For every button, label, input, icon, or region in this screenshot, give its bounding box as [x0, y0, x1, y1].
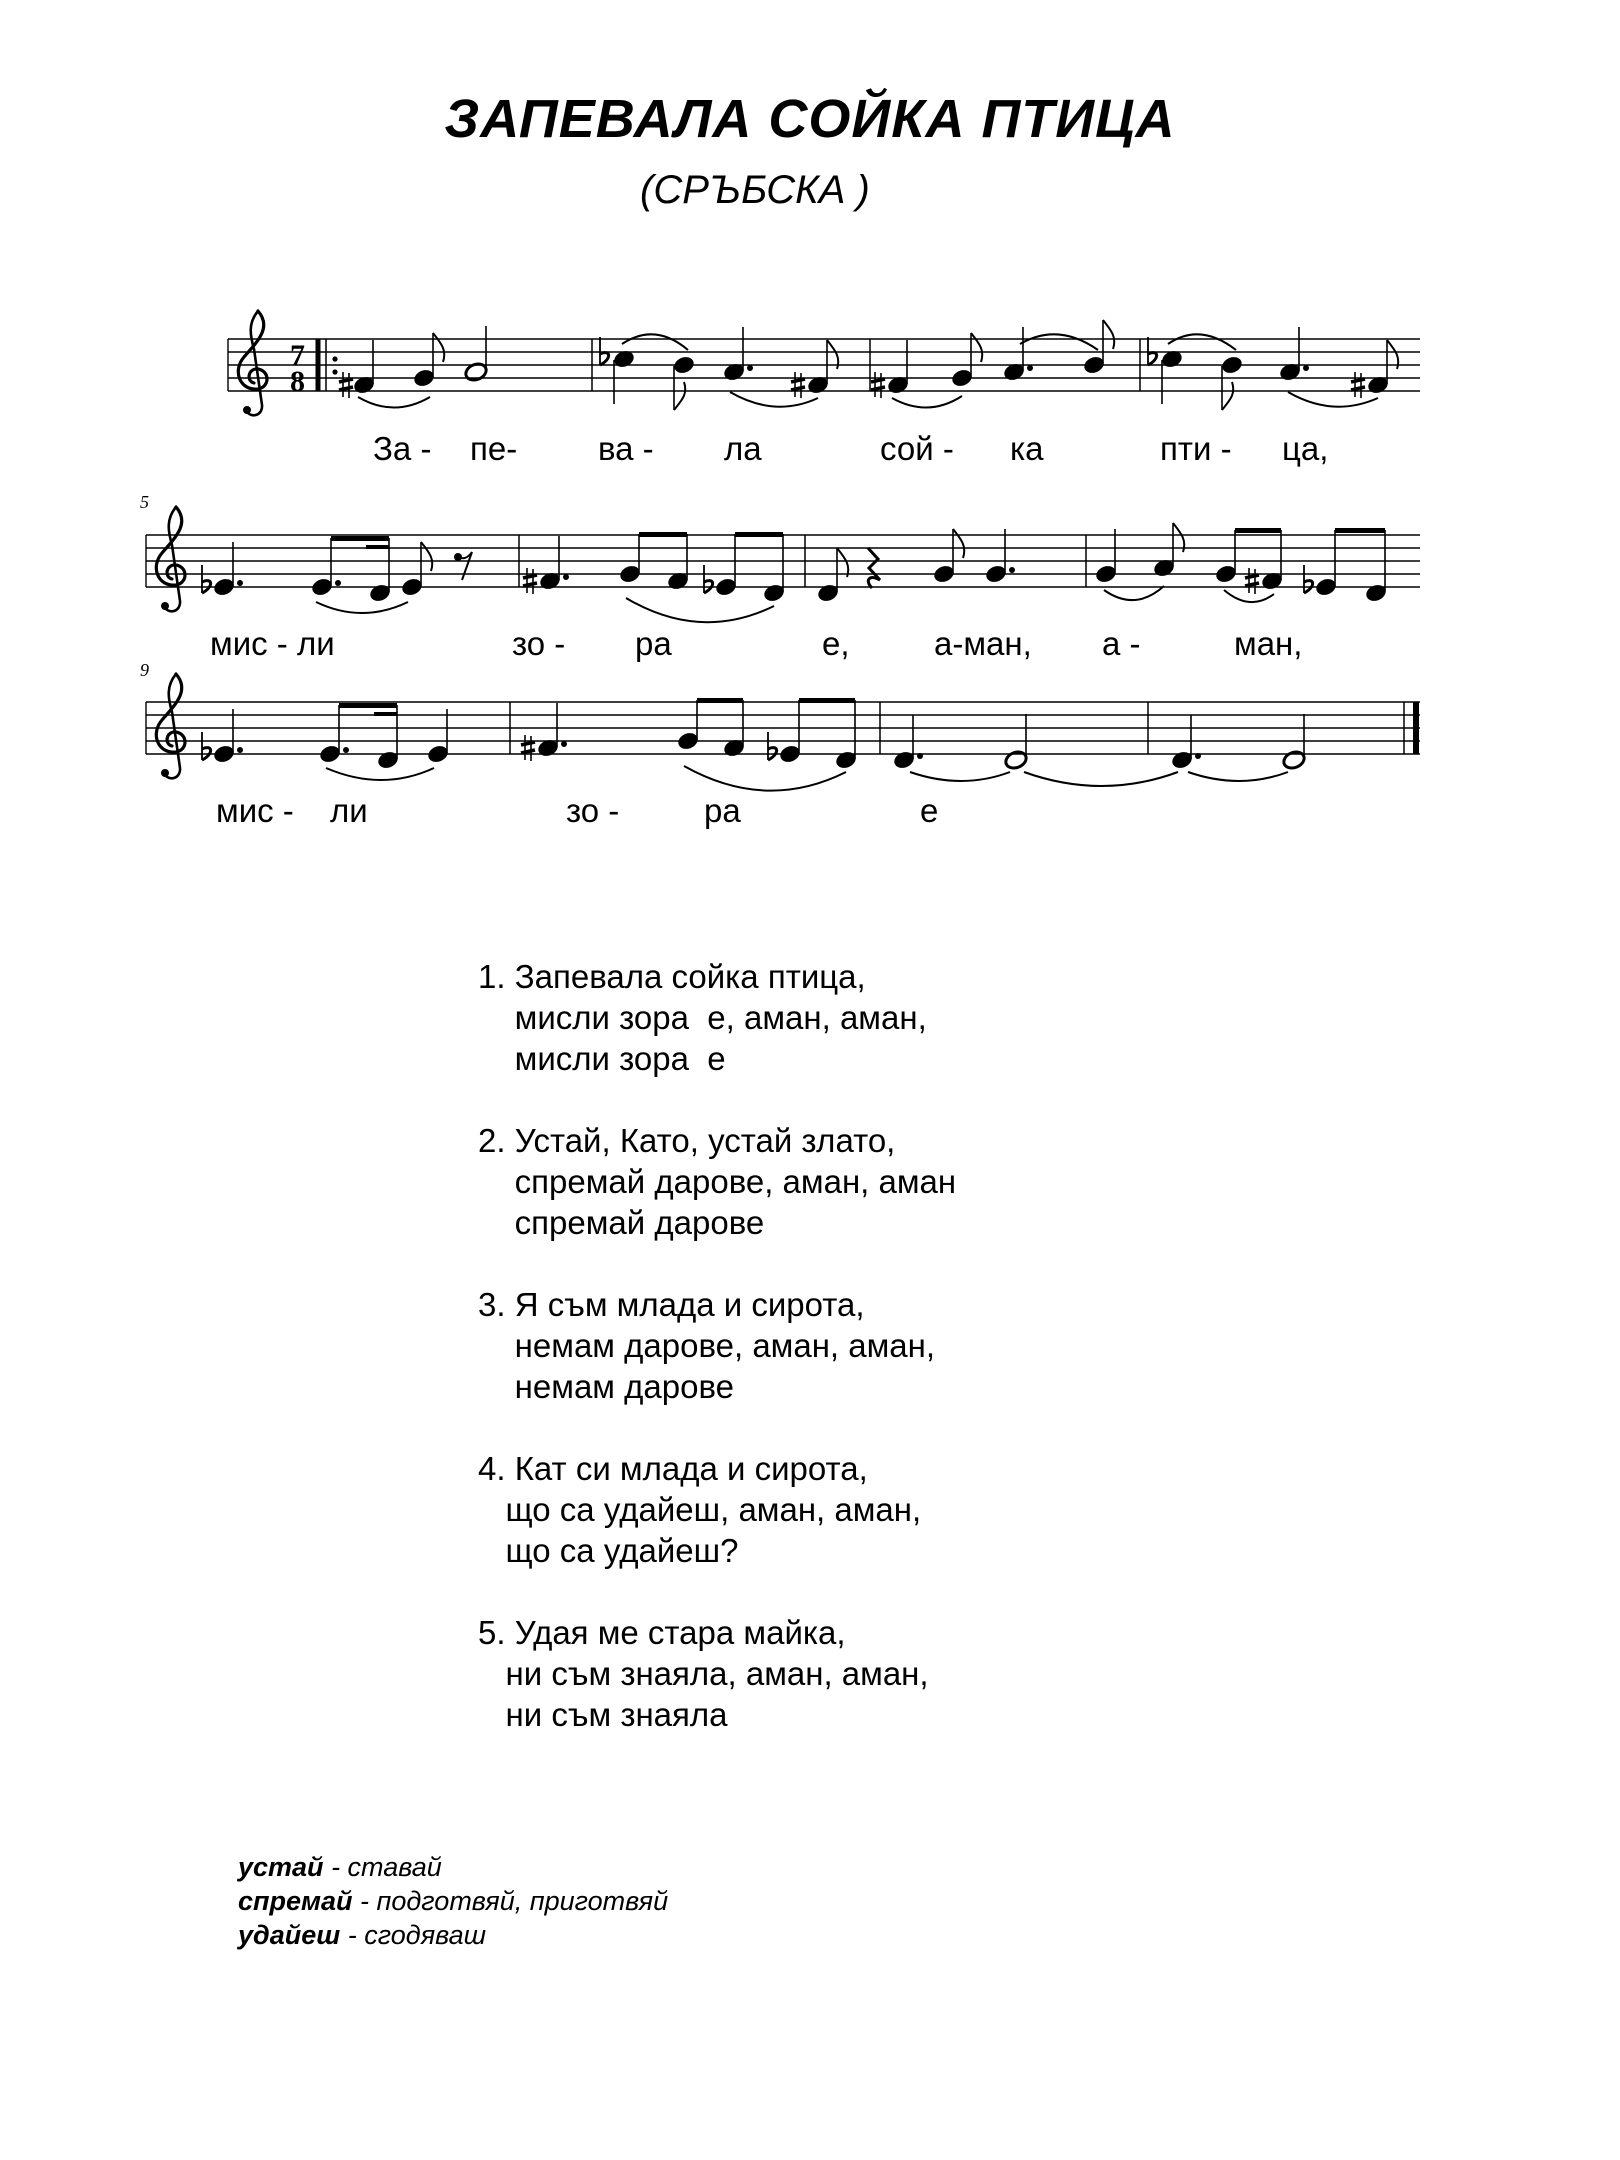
lyric-syllable: ка [1010, 430, 1044, 467]
verses [478, 956, 956, 1776]
measure-number: 5 [140, 492, 149, 512]
lyric-syllable: мис - [216, 792, 294, 829]
glossary-meaning: - ставай [323, 1852, 442, 1882]
verse-line: спремай дарове [478, 1204, 765, 1241]
lyric-syllable: ва - [598, 430, 654, 467]
glossary-term: удайеш [238, 1920, 341, 1950]
lyric-syllable: а - [1102, 625, 1141, 662]
lyric-syllable: мис - ли [210, 625, 335, 662]
lyrics-system-2 [210, 625, 1302, 662]
lyric-syllable: а-ман, [934, 625, 1032, 662]
glossary-entry [238, 1884, 668, 1918]
lyric-syllable: е [920, 792, 939, 829]
lyric-syllable: пе- [470, 430, 518, 467]
lyric-syllable: сой - [880, 430, 954, 467]
verse-line: 4. Кат си млада и сирота, [478, 1450, 868, 1487]
verse-line: спремай дарове, аман, аман [478, 1163, 957, 1200]
song-subtitle: (СРЪБСКА ) [640, 168, 870, 212]
verse-line: що са удайеш? [478, 1532, 739, 1569]
verse-3 [478, 1284, 956, 1407]
verse-1 [478, 956, 956, 1079]
verse-line: мисли зора е [478, 1040, 726, 1077]
glossary-meaning: - подготвяй, приготвяй [352, 1886, 669, 1916]
verse-line: немам дарове [478, 1368, 734, 1405]
lyric-syllable: е, [822, 625, 850, 662]
verse-line: 1. Запевала сойка птица, [478, 958, 866, 995]
notes-system-3 [202, 698, 1307, 791]
time-sig-top: 7 [290, 339, 305, 372]
lyric-syllable: ли [330, 792, 368, 829]
lyrics-system-3 [216, 792, 938, 829]
lyric-syllable: ца, [1282, 430, 1329, 467]
lyric-syllable: зо - [566, 792, 620, 829]
lyric-syllable: зо - [512, 625, 566, 662]
verse-4 [478, 1448, 956, 1571]
notes-system-2 [202, 523, 1388, 622]
lyric-syllable: ра [635, 625, 672, 662]
verse-line: мисли зора е, аман, аман, [478, 999, 927, 1036]
verse-line: немам дарове, аман, аман, [478, 1327, 936, 1364]
verse-line: ни съм знаяла, аман, аман, [478, 1655, 929, 1692]
verse-line: 3. Я съм млада и сирота, [478, 1286, 865, 1323]
treble-clef-icon [238, 311, 267, 415]
lyric-syllable: За - [373, 430, 432, 467]
verse-line: 5. Удая ме стара майка, [478, 1614, 846, 1651]
music-score [0, 0, 1620, 880]
lyric-syllable: ра [704, 792, 741, 829]
verse-line: 2. Устай, Като, устай злато, [478, 1122, 896, 1159]
glossary-entry [238, 1918, 668, 1952]
lyric-syllable: пти - [1160, 430, 1232, 467]
glossary-entry [238, 1850, 668, 1884]
verse-5 [478, 1612, 956, 1735]
treble-clef-icon [156, 507, 185, 611]
lyric-syllable: ман, [1234, 625, 1303, 662]
song-title: ЗАПЕВАЛА СОЙКА ПТИЦА [444, 89, 1176, 149]
glossary-term: спремай [238, 1886, 353, 1916]
glossary-meaning: - сгодяваш [340, 1920, 487, 1950]
verse-line: що са удайеш, аман, аман, [478, 1491, 922, 1528]
measure-number: 9 [140, 660, 149, 680]
glossary-term: устай [238, 1852, 324, 1882]
verse-line: ни съм знаяла [478, 1696, 728, 1733]
lyrics-system-1 [373, 430, 1328, 467]
glossary [238, 1850, 668, 1952]
treble-clef-icon [156, 674, 185, 778]
quarter-rest-icon [868, 548, 880, 588]
lyric-syllable: ла [724, 430, 762, 467]
verse-2 [478, 1120, 956, 1243]
staff-system-3 [146, 702, 1420, 754]
eighth-rest-icon [454, 552, 472, 580]
time-sig-bottom: 8 [290, 365, 305, 398]
